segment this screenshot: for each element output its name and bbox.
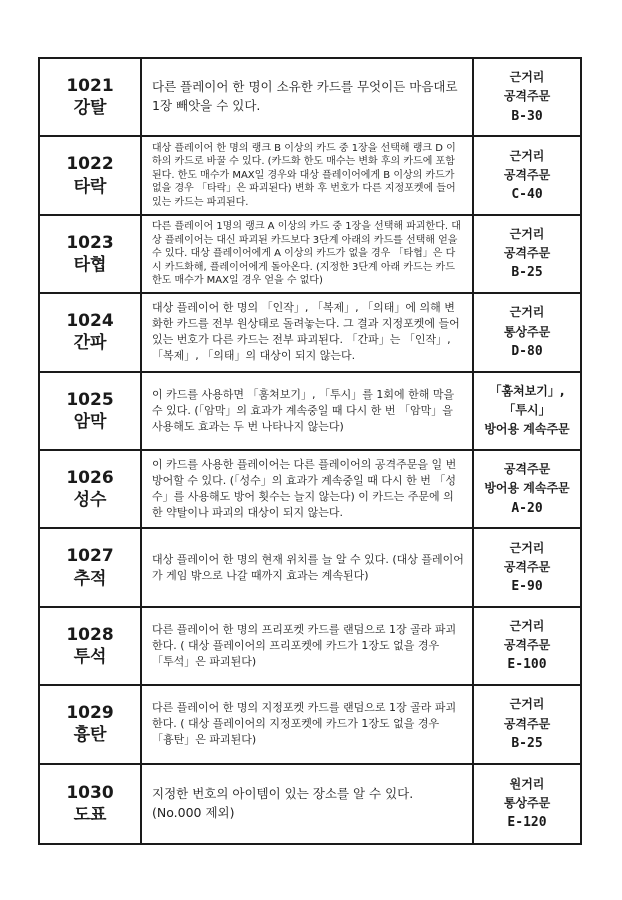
card-rank: C-40 (511, 187, 543, 203)
card-range: 근거리 (509, 70, 545, 85)
card-rank: B-25 (511, 735, 543, 751)
card-id-cell (40, 373, 142, 449)
card-spell-type: 공격주문 (503, 167, 551, 182)
card-name: 암막 (73, 411, 107, 432)
card-type-line: 「훔쳐보기」, (489, 383, 565, 398)
card-name: 타락 (73, 176, 107, 197)
card-number: 1026 (66, 468, 114, 489)
card-number: 1030 (66, 782, 114, 803)
card-number: 1025 (66, 389, 114, 410)
card-description: 이 카드를 사용하면 「훔쳐보기」, 「투시」를 1회에 한해 막을 수 있다. (「암막」의 효과가 계속중일 때 다시 한 번 「암막」을 사용해도 효과는 두 번 나타나지 않는다) (142, 373, 474, 449)
card-description: 다른 플레이어 한 명이 소유한 카드를 무엇이든 마음대로 1장 빼앗을 수 있다. (142, 59, 474, 135)
card-type-line: 「투시」 (503, 403, 551, 418)
card-range: 근거리 (509, 697, 545, 712)
card-type-cell (474, 216, 580, 292)
card-type-cell (474, 59, 580, 135)
card-row (40, 765, 580, 843)
card-description: 다른 플레이어 1명의 랭크 A 이상의 카드 중 1장을 선택해 파괴한다. 대상 플레이어는 대신 파괴된 카드보다 3단계 아래의 카드를 선택해 얻을 수 있다. 대상 플레이어에게 A 이상의 카드가 없을 경우 「타협」은 다시 카드화해, 플레이어에게 돌아온다. (지정한 3단계 아래 카드는 카드 한도 매수가 MAX일 경우 얻을 수 없다) (142, 216, 474, 292)
card-spell-type: 방어용 계속주문 (484, 481, 570, 496)
card-rank: B-25 (511, 265, 543, 281)
card-spell-type: 통상주문 (503, 324, 551, 339)
card-name: 도표 (73, 804, 107, 825)
card-number: 1024 (66, 311, 114, 332)
card-type-cell (474, 294, 580, 370)
card-id-cell (40, 529, 142, 605)
card-description: 다른 플레이어 한 명의 프리포켓 카드를 랜덤으로 1장 골라 파괴한다. ( 대상 플레이어의 프리포켓에 카드가 1장도 없을 경우 「투석」은 파괴된다) (142, 608, 474, 684)
card-range: 근거리 (509, 305, 545, 320)
card-spell-type: 공격주문 (503, 716, 551, 731)
card-row (40, 529, 580, 607)
card-row (40, 137, 580, 215)
card-rank: E-90 (511, 578, 543, 594)
card-type-cell (474, 686, 580, 762)
card-type-cell (474, 373, 580, 449)
card-row (40, 216, 580, 294)
card-description: 지정한 번호의 아이템이 있는 장소를 알 수 있다. (No.000 제외) (142, 765, 474, 843)
card-id-cell (40, 686, 142, 762)
card-id-cell (40, 451, 142, 527)
card-id-cell (40, 765, 142, 843)
card-id-cell (40, 608, 142, 684)
card-spell-type: 공격주문 (503, 559, 551, 574)
card-number: 1021 (66, 76, 114, 97)
card-description: 대상 플레이어 한 명의 랭크 B 이상의 카드 중 1장을 선택해 랭크 D 이하의 카드로 바꿀 수 있다. (카드화 한도 매수는 변화 후의 카드에 포함된다. 한도 매수가 MAX일 경우와 대상 플레이어에게 B 이상의 카드가 없을 경우 「타락」은 파괴된다) 변화 후 번호가 다른 지정포켓에 들어있는 카드는 파괴된다. (142, 137, 474, 213)
card-range: 원거리 (509, 776, 545, 791)
card-id-cell (40, 294, 142, 370)
card-spell-type: 공격주문 (503, 246, 551, 261)
card-number: 1029 (66, 703, 114, 724)
card-row (40, 294, 580, 372)
card-spell-type: 통상주문 (503, 795, 551, 810)
card-name: 흉탄 (73, 725, 107, 746)
card-type-cell (474, 451, 580, 527)
card-table (38, 57, 582, 845)
card-range: 근거리 (509, 227, 545, 242)
card-type-cell (474, 765, 580, 843)
card-description: 다른 플레이어 한 명의 지정포켓 카드를 랜덤으로 1장 골라 파괴한다. ( 대상 플레이어의 지정포켓에 카드가 1장도 없을 경우 「흉탄」은 파괴된다) (142, 686, 474, 762)
card-description: 이 카드를 사용한 플레이어는 다른 플레이어의 공격주문을 일 번 방어할 수 있다. (「성수」의 효과가 계속중일 때 다시 한 번 「성수」를 사용해도 방어 횟수는 늘지 않는다) 이 카드는 주문에 의한 약탈이나 파괴의 대상이 되지 않는다. (142, 451, 474, 527)
card-row (40, 59, 580, 137)
card-name: 강탈 (73, 98, 107, 119)
card-range: 공격주문 (503, 462, 551, 477)
card-row (40, 686, 580, 764)
card-type-cell (474, 529, 580, 605)
card-name: 간파 (73, 333, 107, 354)
card-type-cell (474, 137, 580, 213)
card-id-cell (40, 216, 142, 292)
card-number: 1022 (66, 154, 114, 175)
card-number: 1028 (66, 624, 114, 645)
card-number: 1023 (66, 232, 114, 253)
card-rank: E-100 (507, 657, 547, 673)
card-range: 근거리 (509, 148, 545, 163)
card-rank: B-30 (511, 108, 543, 124)
card-number: 1027 (66, 546, 114, 567)
card-rank: A-20 (511, 500, 543, 516)
card-name: 성수 (73, 490, 107, 511)
card-row (40, 373, 580, 451)
card-rank: D-80 (511, 343, 543, 359)
card-type-line: 방어용 계속주문 (484, 422, 570, 437)
card-description: 대상 플레이어 한 명의 현재 위치를 늘 알 수 있다. (대상 플레이어가 게임 밖으로 나갈 때까지 효과는 계속된다) (142, 529, 474, 605)
card-rank: E-120 (507, 815, 547, 831)
card-range: 근거리 (509, 618, 545, 633)
card-type-cell (474, 608, 580, 684)
card-row (40, 608, 580, 686)
card-name: 투석 (73, 646, 107, 667)
card-spell-type: 공격주문 (503, 89, 551, 104)
card-name: 타협 (73, 254, 107, 275)
card-id-cell (40, 137, 142, 213)
card-name: 추적 (73, 568, 107, 589)
card-id-cell (40, 59, 142, 135)
card-spell-type: 공격주문 (503, 638, 551, 653)
card-description: 대상 플레이어 한 명의 「인작」, 「복제」, 「의태」에 의해 변화한 카드를 전부 원상태로 돌려놓는다. 그 결과 지정포켓에 들어있는 번호가 다른 카드는 전부 파괴된다. 「간파」는 「인작」, 「복제」, 「의태」의 대상이 되지 않는다. (142, 294, 474, 370)
card-row (40, 451, 580, 529)
card-range: 근거리 (509, 540, 545, 555)
